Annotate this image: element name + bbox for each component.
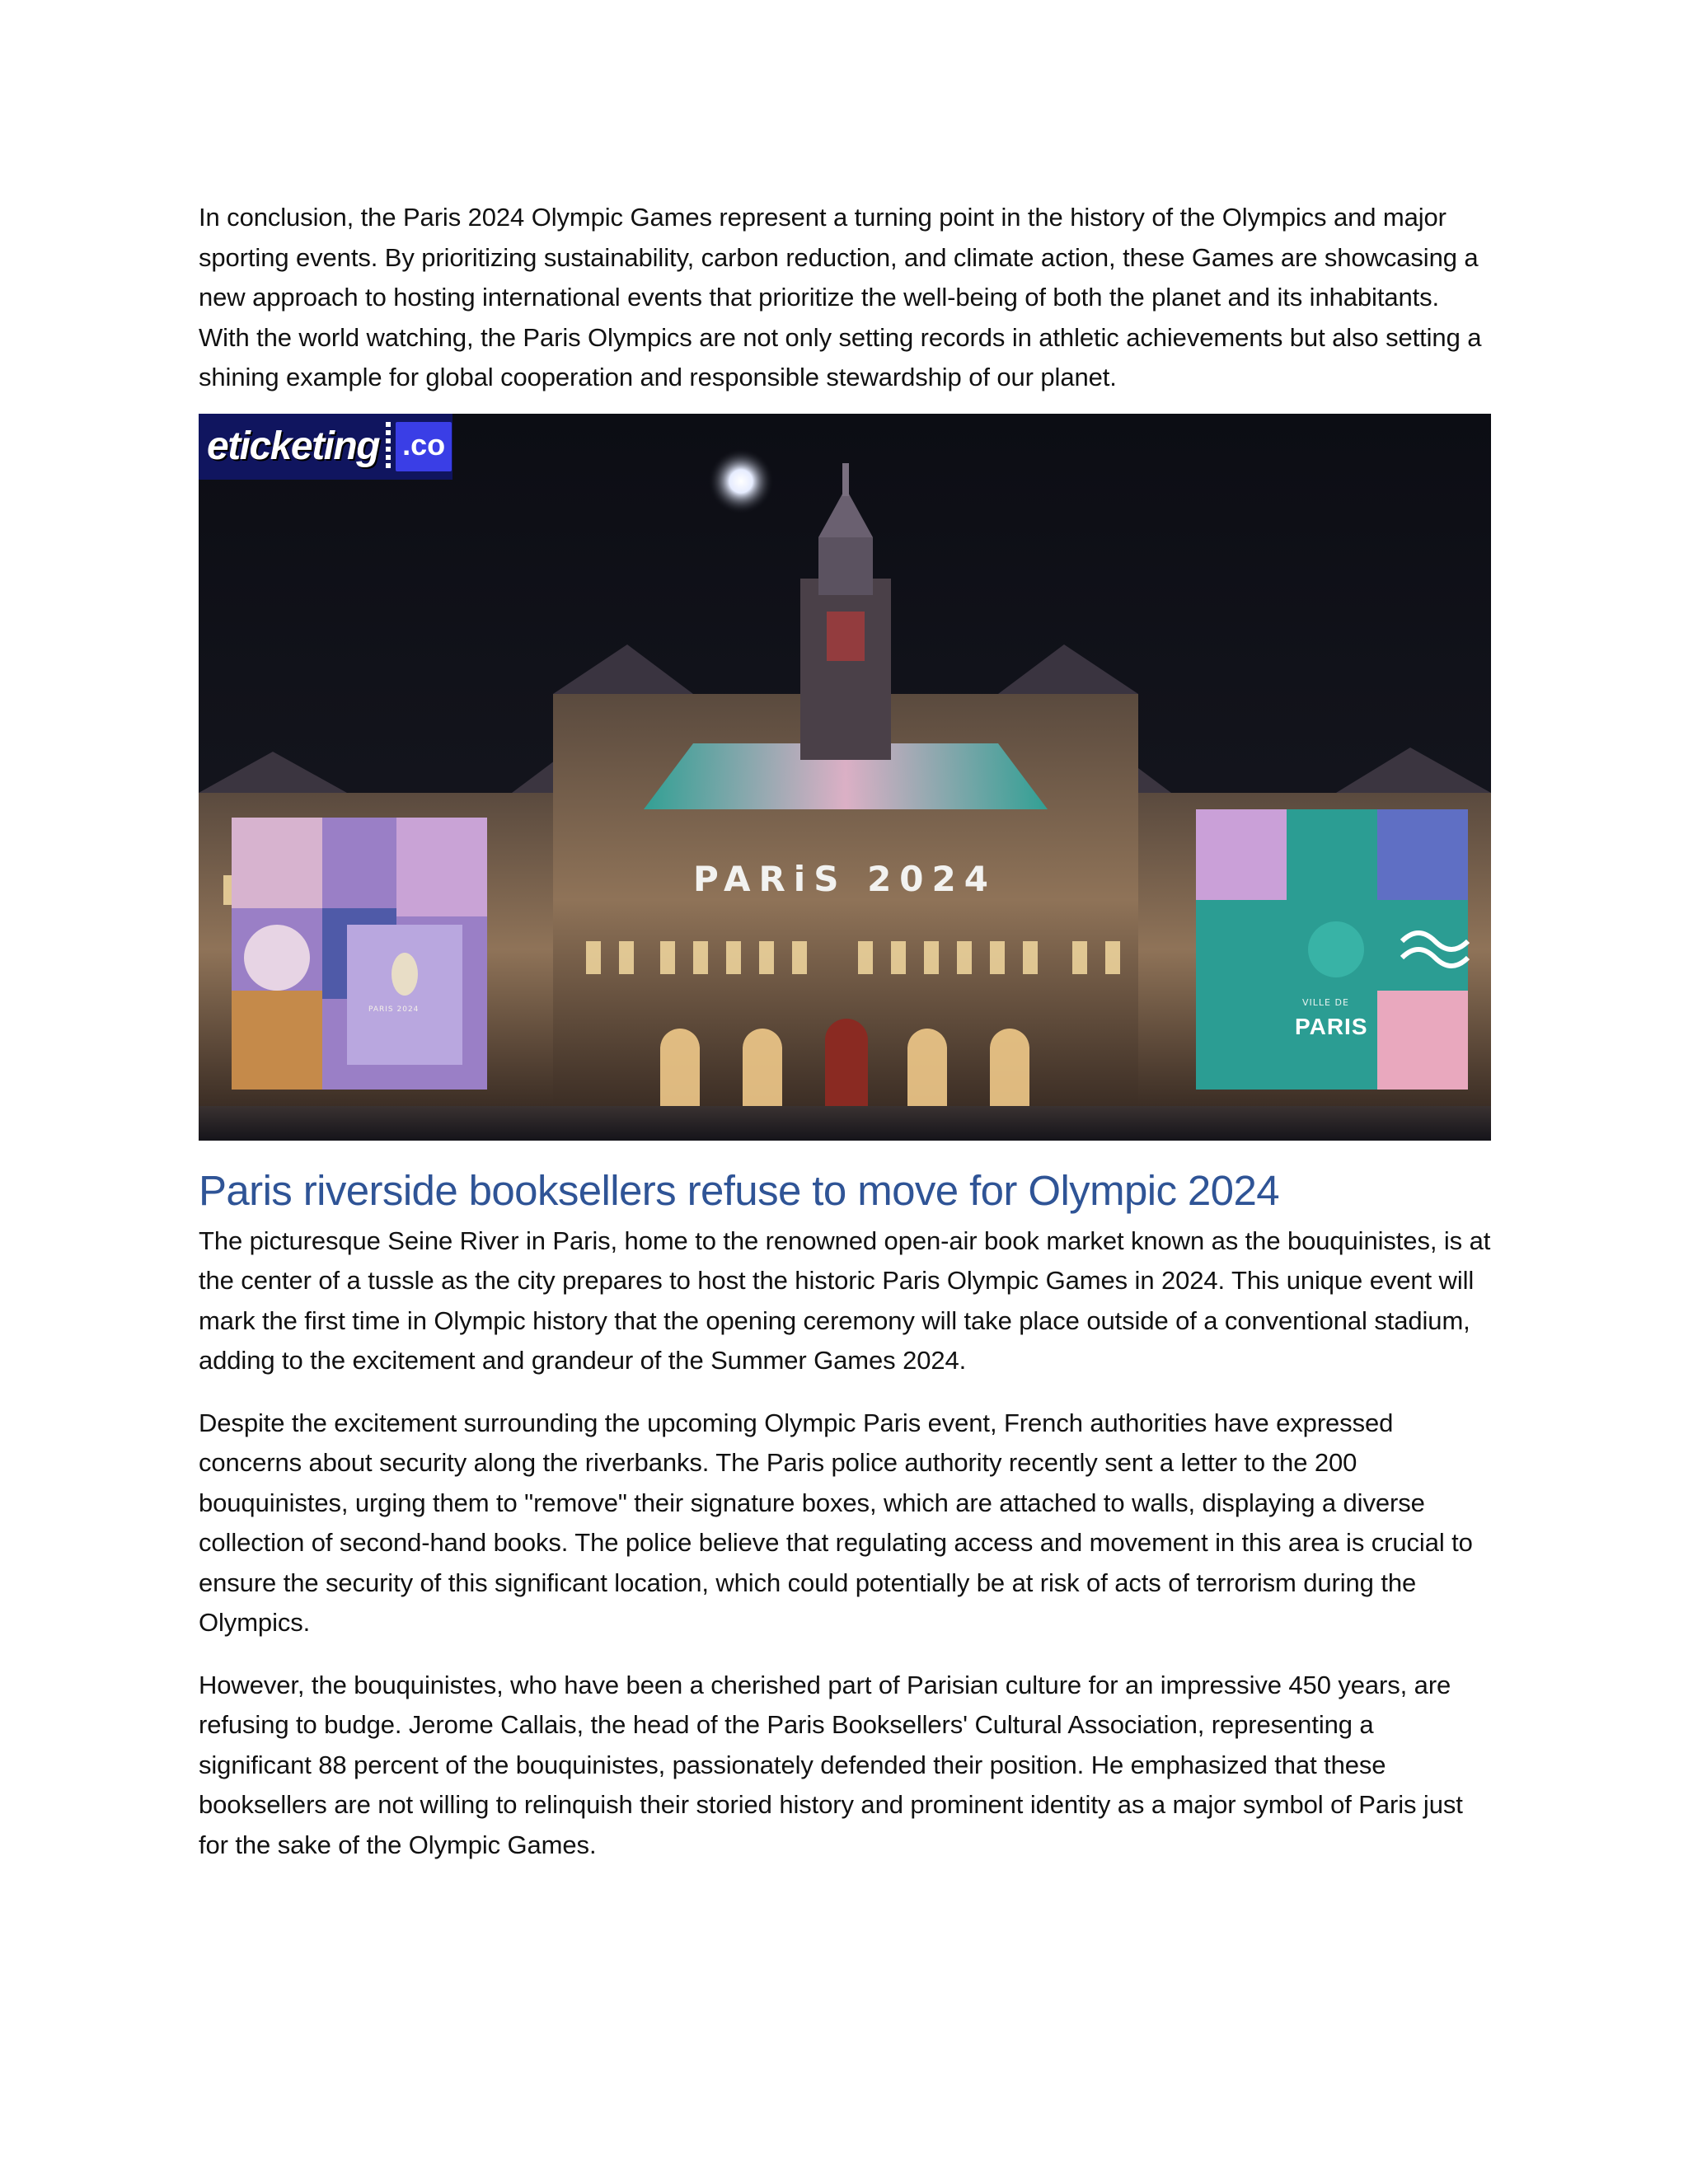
right-banner-small-label: VILLE DE xyxy=(1302,996,1349,1008)
right-banner-label: PARIS xyxy=(1295,1013,1368,1039)
hotel-de-ville-photo xyxy=(199,414,1491,1141)
intro-paragraph: In conclusion, the Paris 2024 Olympic Games represent a turning point in the history of the Olympics and major sporting events. By prioritizing sustainability, carbon reduction, and climate action, these Games are showcasing a new approach to hosting international events that prioritize the well-being of both the planet and its inhabitants. With the world watching, the Paris Olympics are not only setting records in athletic achievements but also setting a shining example for global cooperation and responsible stewardship of our planet. xyxy=(199,203,1482,391)
article-heading: Paris riverside booksellers refuse to move for Olympic 2024 xyxy=(199,1166,1279,1214)
document-page xyxy=(199,198,1491,1865)
eticketing-logo xyxy=(199,414,452,480)
article-paragraph-1: The picturesque Seine River in Paris, home to the renowned open-air book market known as the bouquinistes, is at the center of a tussle as the city prepares to host the historic Paris Olympic Games in 2024. This unique event will mark the first time in Olympic history that the opening ceremony will take place outside of a conventional stadium, adding to the excitement and grandeur of the Summer Games 2024. xyxy=(199,1226,1491,1375)
building-sign-paris-2024: PARiS 2024 xyxy=(693,858,996,899)
logo-separator xyxy=(386,422,391,471)
article-paragraph-2: Despite the excitement surrounding the upcoming Olympic Paris event, French authorities have expressed concerns about security along the riverbanks. The Paris police authority recently sent a letter to the 200 bouquinistes, urging them to "remove" their signature boxes, which are attached to walls, displaying a diverse collection of second-hand books. The police believe that regulating access and movement in this area is crucial to ensure the security of this significant location, which could potentially be at risk of acts of terrorism during the Olympics. xyxy=(199,1408,1473,1637)
logo-domain-suffix: .co xyxy=(396,422,452,471)
logo-wordmark: eticketing xyxy=(207,424,380,468)
left-banner-label: PARIS 2024 xyxy=(368,1005,420,1014)
article-paragraph-3: However, the bouquinistes, who have been a cherished part of Parisian culture for an impressive 450 years, are refusing to budge. Jerome Callais, the head of the Paris Booksellers' Cultural Association, representing a significant 88 percent of the bouquinistes, passionately defended their position. He emphasized that these booksellers are not willing to relinquish their storied history and prominent identity as a major symbol of Paris just for the sake of the Olympic Games. xyxy=(199,1670,1463,1859)
